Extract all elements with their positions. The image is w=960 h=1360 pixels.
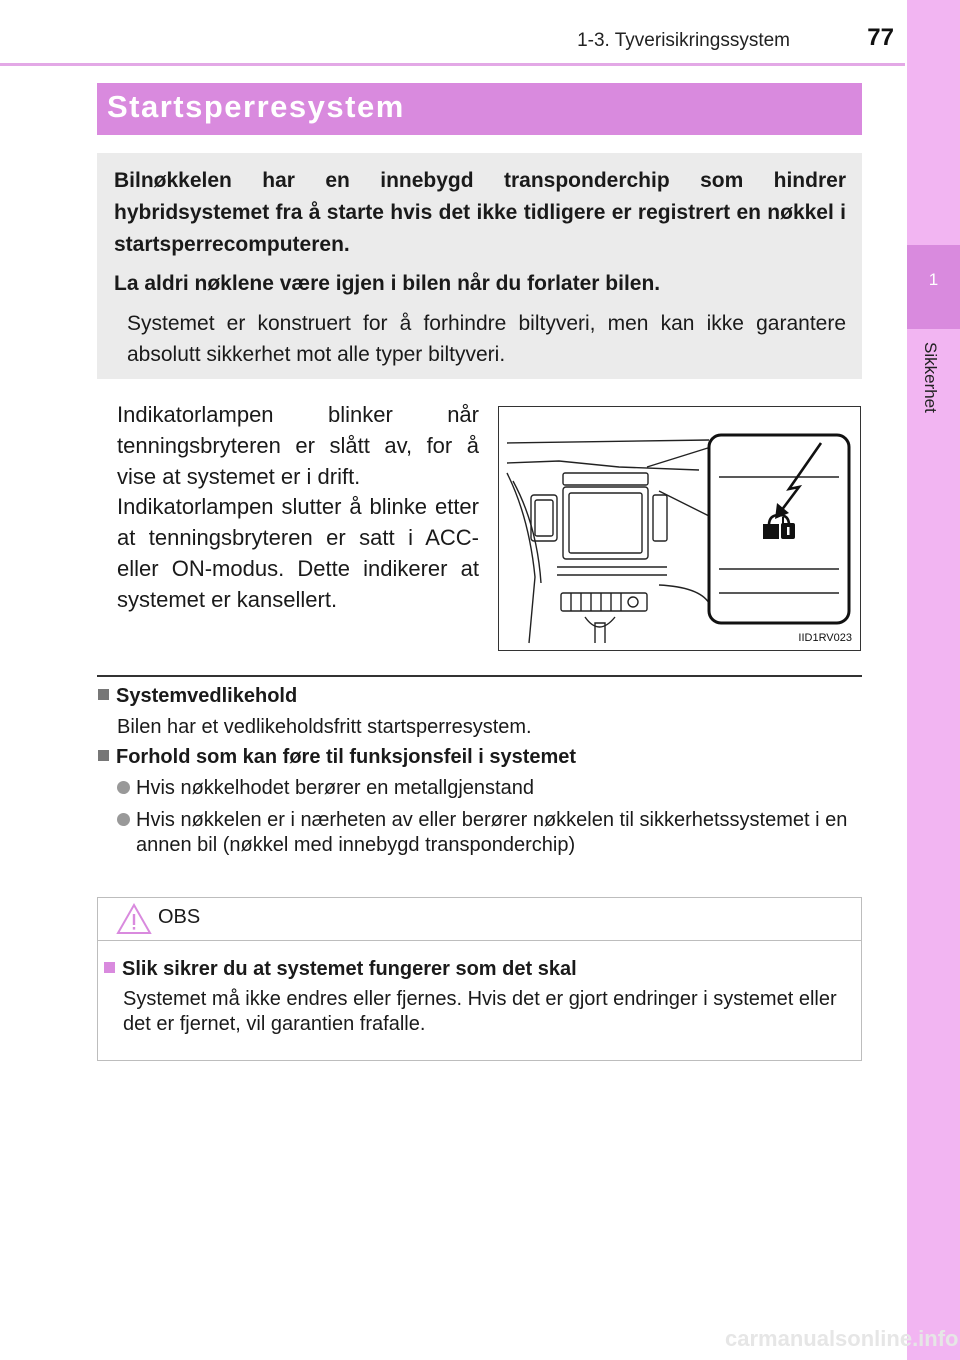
caution-heading: Slik sikrer du at systemet fungerer som det skal bbox=[104, 958, 577, 981]
warning-triangle-icon bbox=[116, 902, 152, 936]
chapter-side-tab bbox=[907, 0, 960, 1360]
body-paragraph-2: Indikatorlampen slutter å blinke etter at tenningsbryteren er satt i ACC- eller ON-modus. Dette indikerer at systemet er kansellert. bbox=[117, 494, 479, 612]
square-bullet-icon bbox=[98, 750, 109, 761]
caution-text: Systemet må ikke endres eller fjernes. Hvis det er gjort endringer i systemet eller det er fjernet, vil garantien frafalle. bbox=[123, 988, 837, 1035]
intro-box bbox=[97, 153, 862, 379]
body-paragraph-1: Indikatorlampen blinker når tenningsbryteren er slått av, for å vise at systemet er i drift. bbox=[117, 402, 479, 489]
note-maintenance-text: Bilen har et vedlikeholdsfritt startsperresystem. bbox=[117, 716, 532, 738]
figure-code: IID1RV023 bbox=[798, 632, 852, 644]
intro-paragraph: Bilnøkkelen har en innebygd transponderchip som hindrer hybridsystemet fra å starte hvis det ikke tidligere er registrert en nøkkel i startsperrecomputeren. bbox=[114, 169, 846, 256]
note-malfunction-heading: Forhold som kan føre til funksjonsfeil i systemet bbox=[98, 746, 576, 769]
caution-label: OBS bbox=[158, 906, 201, 928]
list-item: Hvis nøkkelhodet berører en metallgjenstand bbox=[117, 776, 862, 801]
square-bullet-icon bbox=[98, 689, 109, 700]
caution-divider bbox=[98, 940, 861, 941]
circle-bullet-icon bbox=[117, 781, 130, 794]
chapter-label: Sikkerhet bbox=[921, 342, 940, 413]
intro-note: Systemet er konstruert for å forhindre biltyveri, men kan ikke garantere absolutt sikkerhet mot alle typer biltyveri. bbox=[127, 312, 846, 366]
list-item: Hvis nøkkelen er i nærheten av eller berører nøkkelen til sikkerhetssystemet i en annen bil (nøkkel med innebygd transponderchip) bbox=[117, 808, 862, 858]
intro-warning: La aldri nøklene være igjen i bilen når du forlater bilen. bbox=[114, 272, 661, 295]
dashboard-illustration bbox=[498, 406, 861, 651]
circle-bullet-icon bbox=[117, 813, 130, 826]
header-section-title: 1-3. Tyverisikringssystem bbox=[577, 30, 790, 51]
note-maintenance-heading: Systemvedlikehold bbox=[98, 685, 297, 708]
header-rule bbox=[0, 63, 905, 66]
caution-box bbox=[97, 897, 862, 1061]
chapter-number: 1 bbox=[928, 270, 939, 289]
section-title: Startsperresystem bbox=[107, 89, 405, 124]
dashboard-drawing bbox=[499, 407, 859, 649]
page-number: 77 bbox=[867, 24, 894, 51]
square-bullet-icon bbox=[104, 962, 115, 973]
watermark: carmanualsonline.info bbox=[725, 1326, 959, 1351]
section-rule bbox=[97, 675, 862, 677]
section-title-bar bbox=[97, 83, 862, 135]
